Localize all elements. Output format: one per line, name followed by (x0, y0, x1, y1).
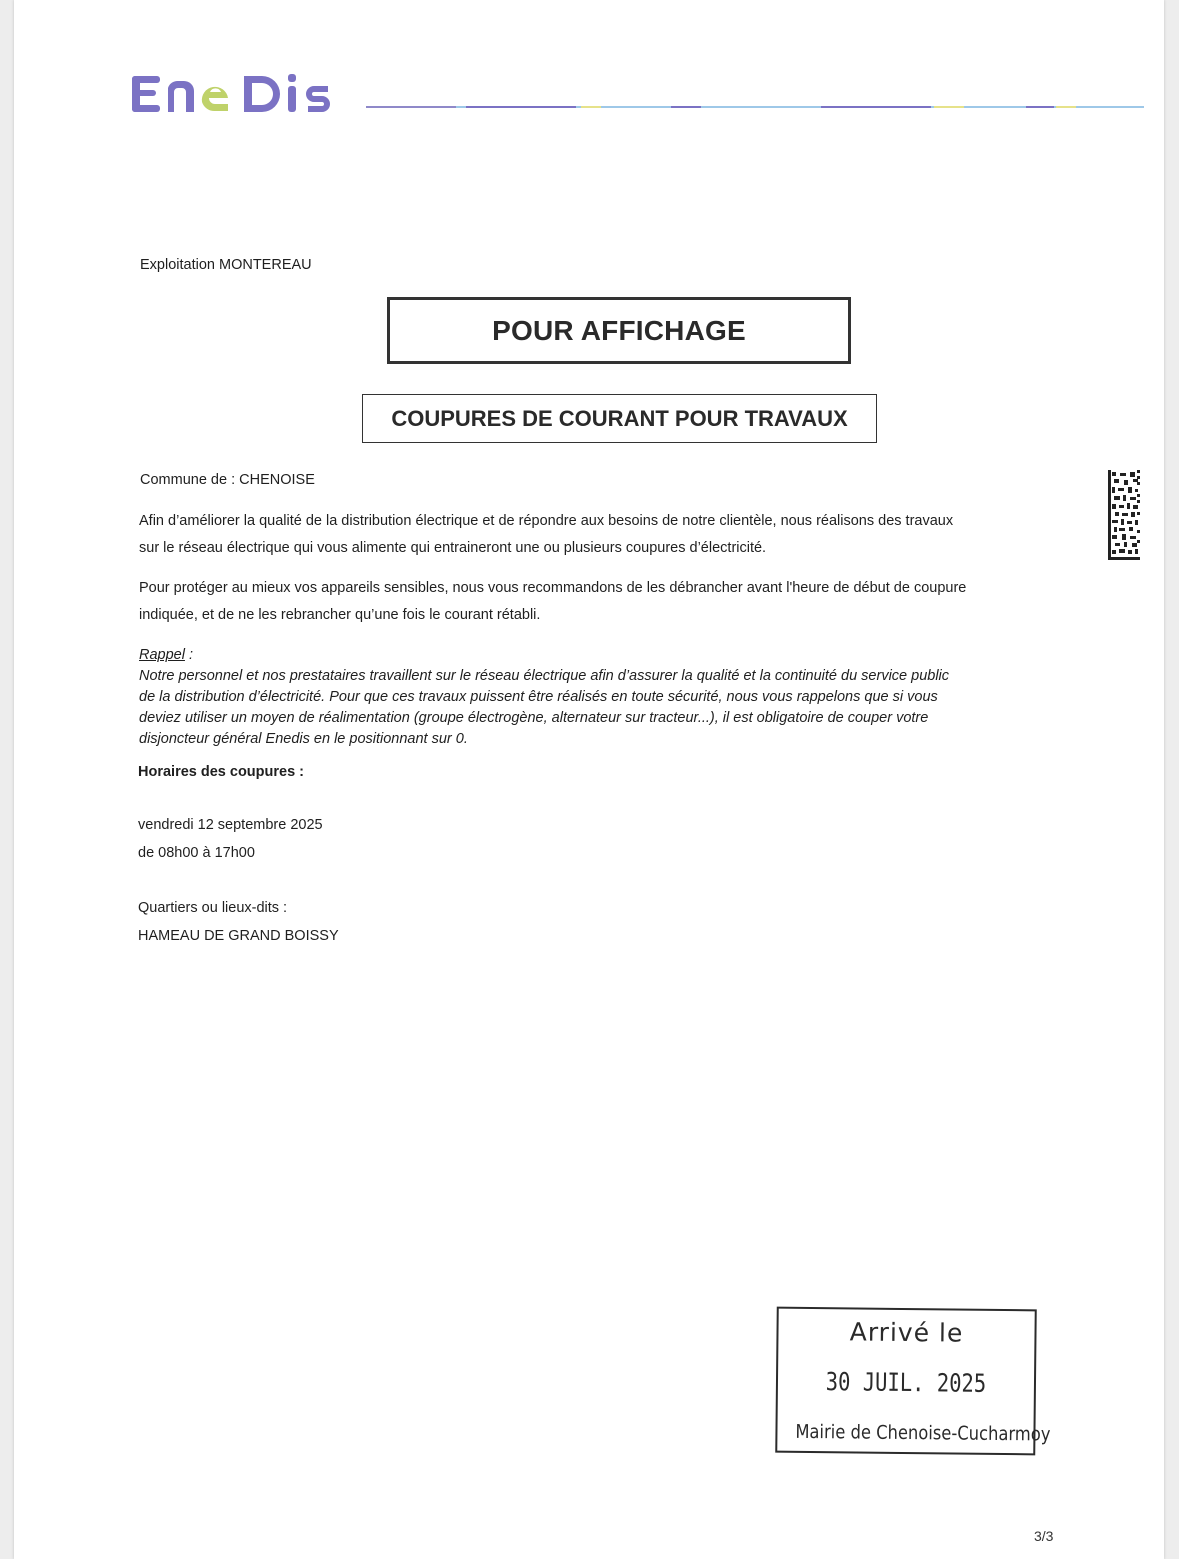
horaires-time: de 08h00 à 17h00 (138, 845, 255, 861)
lieux-heading: Quartiers ou lieux-dits : (138, 900, 288, 916)
rappel-heading (139, 645, 1059, 666)
title-box (387, 297, 851, 364)
rappel-block (139, 645, 1059, 750)
paragraph-intro (139, 508, 1064, 562)
page-number: 3/3 (1034, 1528, 1054, 1544)
horaires-date: vendredi 12 septembre 2025 (138, 817, 323, 833)
commune-label: Commune de : CHENOISE (140, 472, 315, 488)
rappel-line-3: deviez utiliser un moyen de réalimentation (groupe électrogène, alternateur sur tracteur...), il est obligatoire de couper votre (139, 710, 929, 726)
rappel-line-1: Notre personnel et nos prestataires travaillent sur le réseau électrique afin d’assurer la qualité et la continuité du service public (139, 668, 950, 684)
logo-divider-line (366, 105, 1144, 109)
exploitation-label: Exploitation MONTEREAU (140, 257, 312, 273)
page-subtitle: COUPURES DE COURANT POUR TRAVAUX (391, 405, 848, 431)
horaires-heading: Horaires des coupures : (138, 764, 304, 780)
page-title: POUR AFFICHAGE (492, 314, 746, 346)
paragraph-advice-line-1: Pour protéger au mieux vos appareils sensibles, nous vous recommandons de les débrancher avant l'heure de début de coupure (139, 580, 967, 596)
rappel-line-2: de la distribution d’électricité. Pour que ces travaux puissent être réalisés en toute sécurité, nous vous rappelons que si vous (139, 689, 938, 705)
stamp-mairie: Mairie de Chenoise-Cucharmoy (795, 1420, 1051, 1446)
rappel-label: Rappel (139, 647, 185, 663)
paragraph-intro-line-1: Afin d’améliorer la qualité de la distribution électrique et de répondre aux besoins de notre clientèle, nous réalisons des travaux (139, 513, 954, 529)
datamatrix-code (1108, 470, 1140, 560)
document-page (14, 0, 1164, 1559)
rappel-colon: : (184, 647, 194, 663)
rappel-line-4: disjoncteur général Enedis en le positionnant sur 0. (139, 731, 468, 747)
paragraph-intro-line-2: sur le réseau électrique qui vous alimente qui entraineront une ou plusieurs coupures d’électricité. (139, 540, 767, 556)
stamp-arrived-label: Arrivé le (849, 1317, 964, 1348)
paragraph-advice-line-2: indiquée, et de ne les rebrancher qu’une fois le courant rétabli. (139, 607, 541, 623)
stamp-date: 30 JUIL. 2025 (825, 1367, 987, 1398)
paragraph-advice (139, 575, 1064, 629)
lieux-value: HAMEAU DE GRAND BOISSY (138, 928, 339, 944)
enedis-logo (132, 62, 362, 122)
subtitle-box (362, 394, 877, 443)
arrival-stamp (775, 1307, 1051, 1456)
